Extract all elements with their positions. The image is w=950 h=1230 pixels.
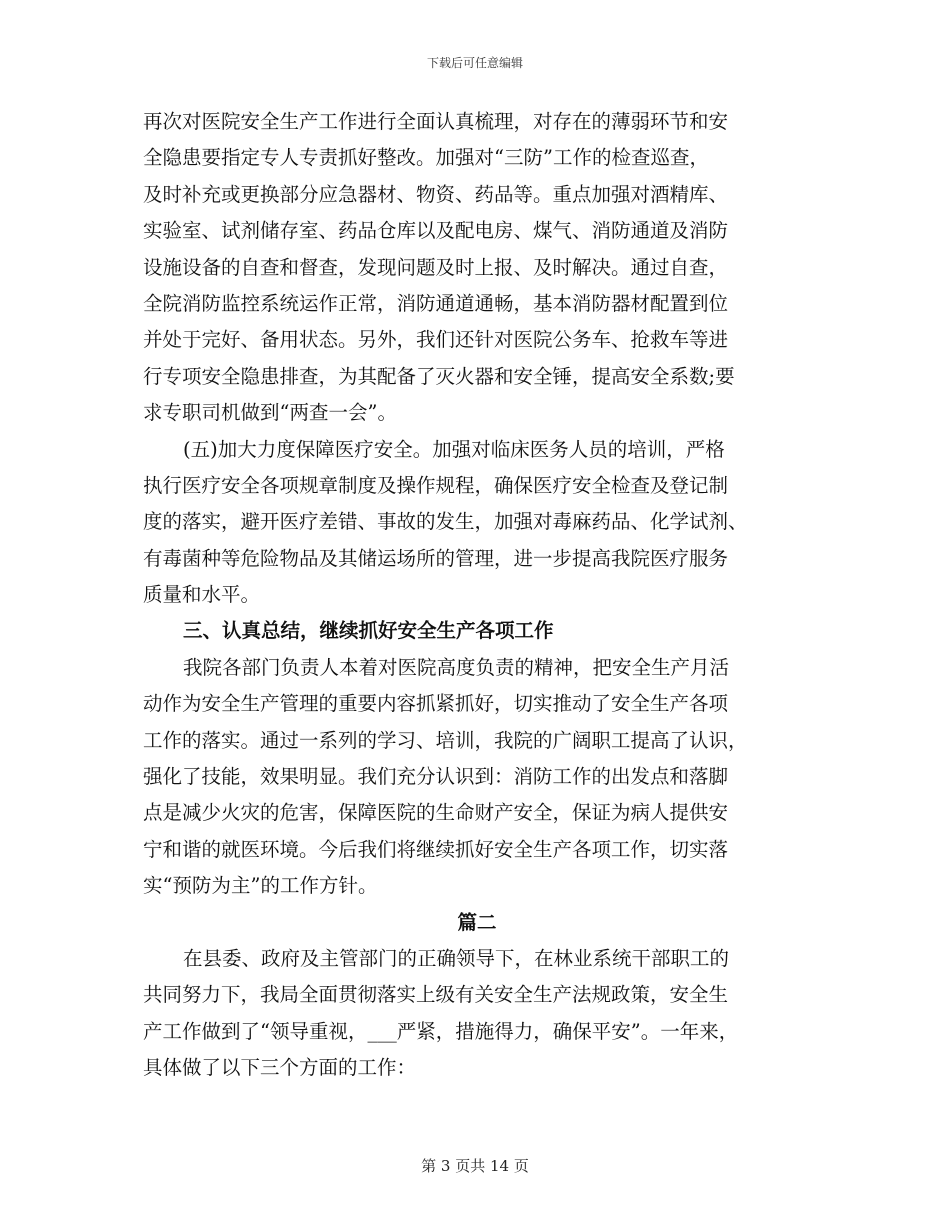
- text-line: 求专职司机做到“两查一会”。: [143, 401, 397, 425]
- text-line: 质量和水平。: [143, 583, 261, 607]
- section-heading: 篇二: [457, 910, 497, 934]
- text-line: 有毒菌种等危险物品及其储运场所的管理，进一步提高我院医疗服务: [143, 546, 729, 570]
- text-line: 工作的落实。通过一系列的学习、培训，我院的广阔职工提高了认识，: [143, 728, 748, 752]
- text-line: 实“预防为主”的工作方针。: [143, 874, 378, 898]
- subheading-line: 三、认真总结，继续抓好安全生产各项工作: [183, 619, 554, 643]
- text-line: 行专项安全隐患排查，为其配备了灭火器和安全锤，提高安全系数;要: [143, 364, 735, 388]
- text-line: 点是减少火灾的危害，保障医院的生命财产安全，保证为病人提供安: [143, 801, 729, 825]
- text-line: 及时补充或更换部分应急器材、物资、药品等。重点加强对酒精库、: [143, 182, 729, 206]
- text-line: 度的落实，避开医疗差错、事故的发生，加强对毒麻药品、化学试剂、: [143, 510, 748, 534]
- text-line: 再次对医院安全生产工作进行全面认真梳理，对存在的薄弱环节和安: [143, 110, 729, 133]
- text-line: 我院各部门负责人本着对医院高度负责的精神，把安全生产月活: [183, 655, 730, 679]
- text-line: 设施设备的自查和督查，发现问题及时上报、及时解决。通过自查，: [143, 255, 729, 279]
- text-line: 并处于完好、备用状态。另外，我们还针对医院公务车、抢救车等进: [143, 328, 729, 352]
- text-line: 在县委、政府及主管部门的正确领导下，在林业系统干部职工的: [183, 946, 730, 970]
- text-line: 执行医疗安全各项规章制度及操作规程，确保医疗安全检查及登记制: [143, 473, 729, 497]
- text-line: (五)加大力度保障医疗安全。加强对临床医务人员的培训，严格: [183, 437, 725, 461]
- text-line: 动作为安全生产管理的重要内容抓紧抓好，切实推动了安全生产各项: [143, 692, 729, 716]
- page-header: 下载后可任意编辑: [426, 56, 523, 70]
- text-line: 强化了技能，效果明显。我们充分认识到：消防工作的出发点和落脚: [143, 765, 729, 789]
- text-line: 具体做了以下三个方面的工作：: [143, 1056, 417, 1080]
- text-line: 共同努力下，我局全面贯彻落实上级有关安全生产法规政策，安全生: [143, 983, 729, 1007]
- text-line: 产工作做到了“领导重视，___严紧，措施得力，确保平安”。一年来，: [143, 1019, 739, 1043]
- page-footer: 第 3 页共 14 页: [421, 1157, 529, 1175]
- text-line: 宁和谐的就医环境。今后我们将继续抓好安全生产各项工作，切实落: [143, 837, 729, 861]
- text-line: 全隐患要指定专人专责抓好整改。加强对“三防”工作的检查巡查，: [143, 146, 709, 170]
- document-body: [143, 104, 811, 1087]
- text-line: 实验室、试剂储存室、药品仓库以及配电房、煤气、消防通道及消防: [143, 219, 729, 243]
- text-line: 全院消防监控系统运作正常，消防通道通畅，基本消防器材配置到位: [143, 291, 729, 315]
